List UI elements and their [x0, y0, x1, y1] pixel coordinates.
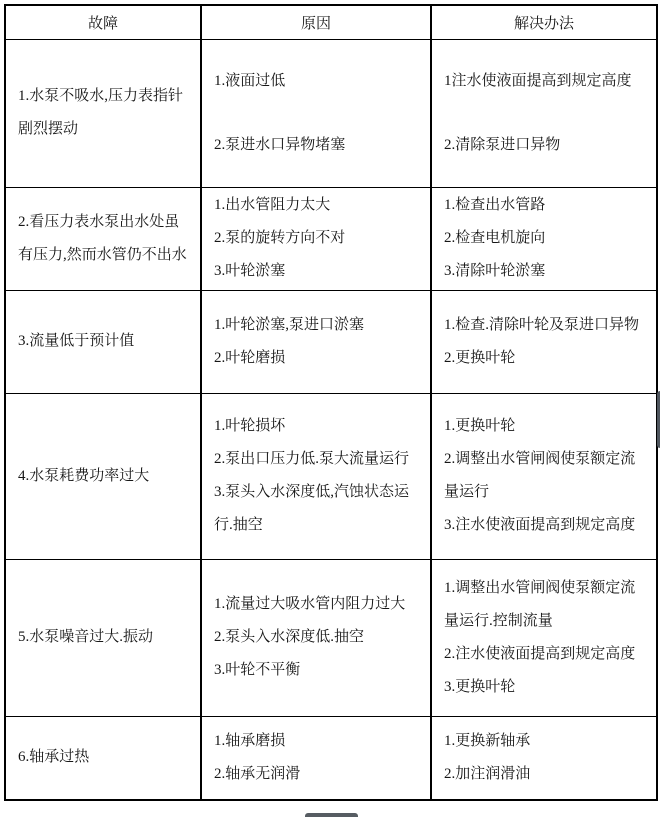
- col-header-cause: 原因: [201, 5, 431, 39]
- cell-line: 5.水泵噪音过大.振动: [18, 629, 154, 645]
- cell-line: 2.更换叶轮: [444, 349, 516, 366]
- cell-line: 3.流量低于预计值: [18, 333, 135, 349]
- cell-line: 2.检查电机旋向: [444, 230, 546, 246]
- cell-line: 3.清除叶轮淤塞: [444, 263, 546, 279]
- solution-cell: [431, 716, 657, 800]
- cell-line: 1.水泵不吸水,压力表指针剧烈摆动: [18, 88, 184, 137]
- table-row: [5, 559, 657, 716]
- cell-line: 1.叶轮损坏: [214, 418, 286, 434]
- cause-cell: [201, 559, 431, 716]
- cause-cell: [201, 716, 431, 800]
- cell-line: 1.出水管阻力太大: [214, 197, 331, 213]
- fault-cell: [5, 39, 201, 187]
- col-header-solution: 解决办法: [431, 5, 657, 39]
- cell-line: 3.泵头入水深度低,汽蚀状态运行.抽空: [214, 484, 410, 533]
- cell-line: 2.加注润滑油: [444, 765, 531, 782]
- cause-cell: [201, 393, 431, 559]
- cell-line: 1.调整出水管闸阀使泵额定流量运行.控制流量: [444, 579, 636, 629]
- fault-cell: [5, 716, 201, 800]
- cell-line: 3.叶轮淤塞: [214, 263, 286, 279]
- cell-line: 1.检查.清除叶轮及泵进口异物: [444, 316, 640, 333]
- col-header-fault: 故障: [5, 5, 201, 39]
- cell-line: 2.看压力表水泵出水处虽有压力,然而水管仍不出水: [18, 213, 187, 263]
- cell-line: 2.泵头入水深度低.抽空: [214, 629, 365, 645]
- cell-line: 6.轴承过热: [18, 749, 90, 766]
- cell-line: 2.泵进水口异物堵塞: [214, 136, 346, 153]
- fault-cell: [5, 187, 201, 290]
- cell-line: 1.叶轮淤塞,泵进口淤塞: [214, 316, 365, 333]
- solution-cell: [431, 290, 657, 393]
- cell-line: 1.液面过低: [214, 72, 286, 89]
- table-row: [5, 39, 657, 187]
- solution-cell: [431, 39, 657, 187]
- header-row: [5, 5, 657, 39]
- solution-cell: [431, 559, 657, 716]
- cell-line: 1.轴承磨损: [214, 732, 286, 749]
- table-row: [5, 290, 657, 393]
- table-row: [5, 393, 657, 559]
- cell-line: 4.水泵耗费功率过大: [18, 467, 150, 484]
- horizontal-scrollbar-thumb[interactable]: [305, 813, 358, 817]
- table-row: [5, 187, 657, 290]
- cell-line: 2.泵的旋转方向不对: [214, 230, 346, 246]
- fault-cell: [5, 290, 201, 393]
- cell-line: 3.叶轮不平衡: [214, 662, 301, 678]
- fault-cell: [5, 393, 201, 559]
- cell-line: 2.注水使液面提高到规定高度: [444, 645, 636, 662]
- cell-line: 1.更换叶轮: [444, 418, 516, 434]
- cell-line: 1.更换新轴承: [444, 732, 531, 749]
- cell-line: 1.检查出水管路: [444, 197, 546, 213]
- cell-line: 1.流量过大吸水管内阻力过大: [214, 596, 406, 612]
- cell-line: 2.调整出水管闸阀使泵额定流量运行: [444, 451, 636, 500]
- solution-cell: [431, 393, 657, 559]
- cell-line: 2.清除泵进口异物: [444, 136, 561, 153]
- cell-line: 1注水使液面提高到规定高度: [444, 72, 632, 89]
- cause-cell: [201, 39, 431, 187]
- cell-line: 3.更换叶轮: [444, 678, 516, 695]
- fault-cell: [5, 559, 201, 716]
- cause-cell: [201, 290, 431, 393]
- pump-fault-table: [4, 4, 658, 801]
- table-row: [5, 716, 657, 800]
- solution-cell: [431, 187, 657, 290]
- cell-line: 2.轴承无润滑: [214, 765, 301, 782]
- cell-line: 3.注水使液面提高到规定高度: [444, 517, 636, 533]
- cell-line: 2.泵出口压力低.泵大流量运行: [214, 451, 410, 467]
- cause-cell: [201, 187, 431, 290]
- cell-line: 2.叶轮磨损: [214, 349, 286, 366]
